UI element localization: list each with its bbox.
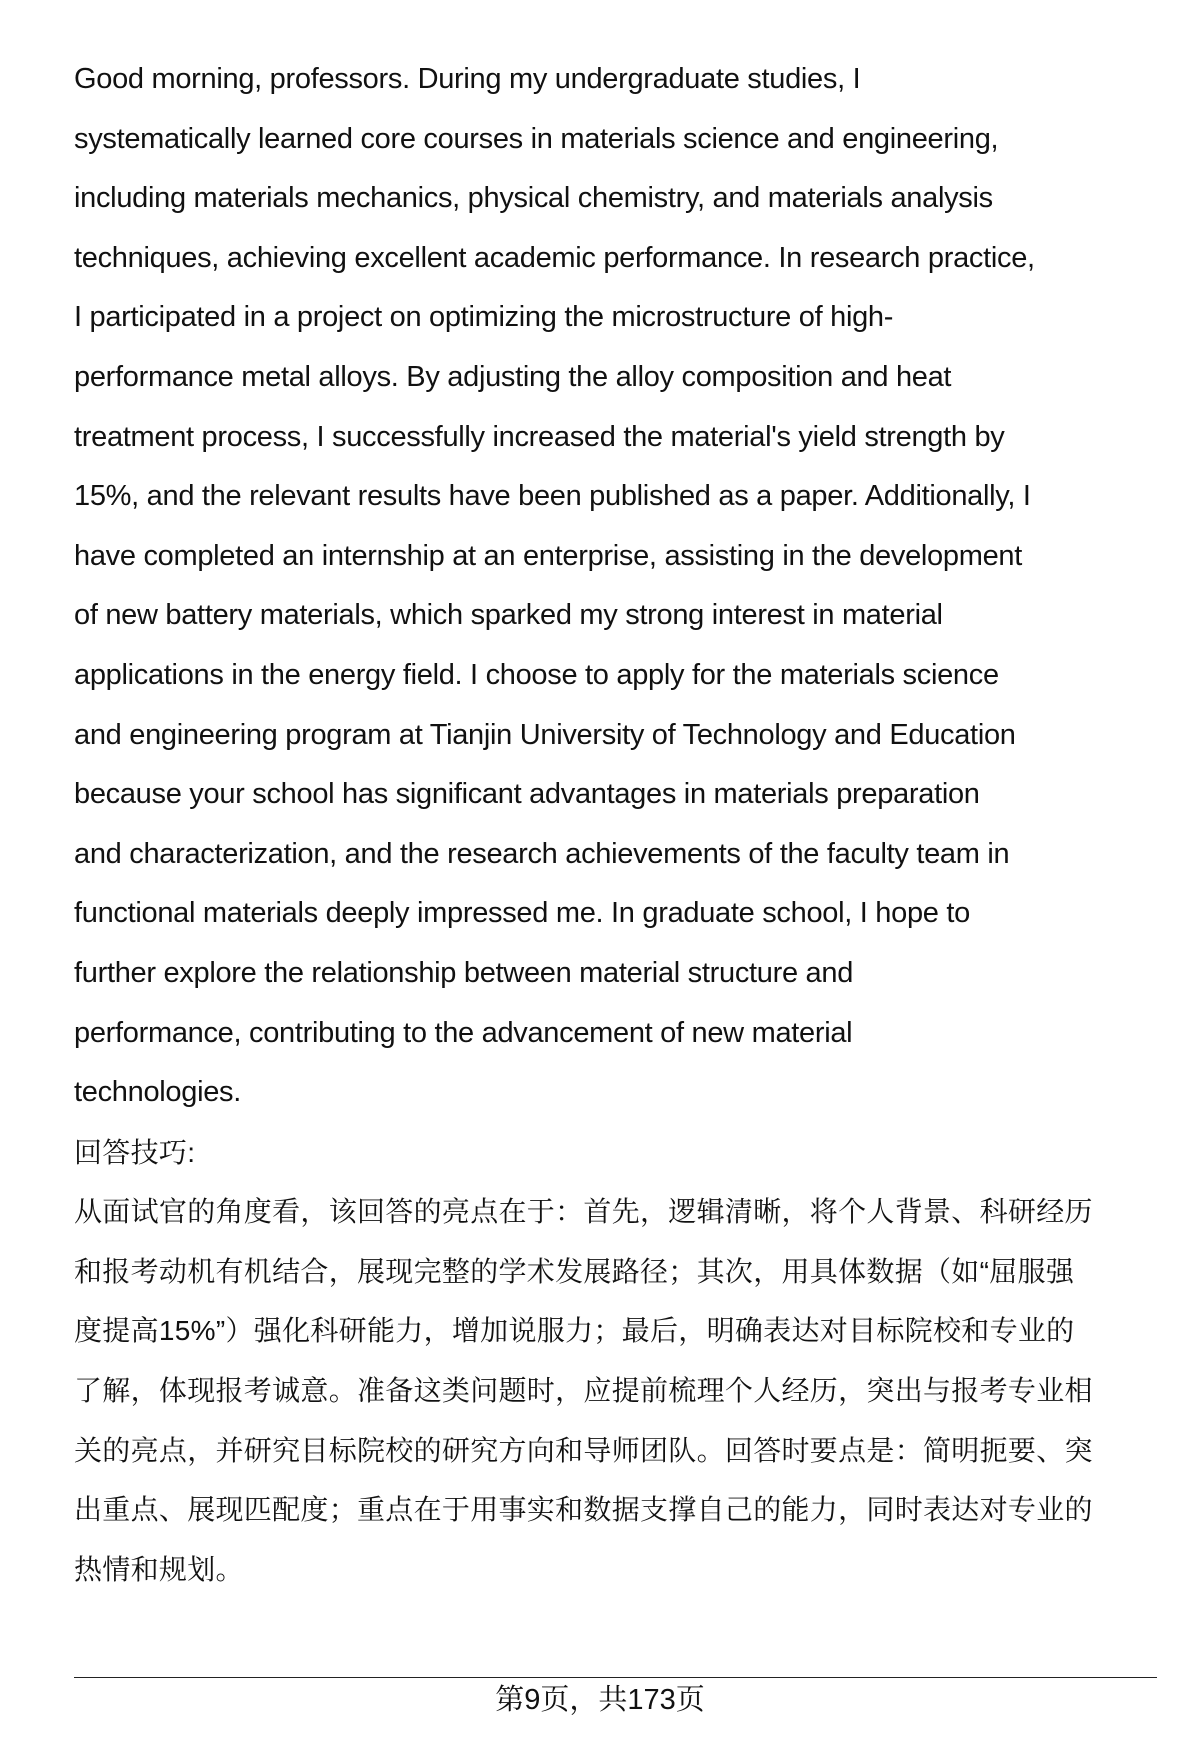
answer-line: have completed an internship at an enterprise, assisting in the development <box>74 539 1022 572</box>
answer-line: functional materials deeply impressed me. In graduate school, I hope to <box>74 897 970 930</box>
footer-divider <box>74 1677 1157 1678</box>
answer-line: treatment process, I successfully increased the material's yield strength by <box>74 420 1005 453</box>
answer-line: technologies. <box>74 1076 241 1109</box>
tips-line: 和报考动机有机结合，展现完整的学术发展路径；其次，用具体数据（如“屈服强 <box>74 1255 1075 1287</box>
answer-line: systematically learned core courses in materials science and engineering, <box>74 122 999 155</box>
answer-line: performance metal alloys. By adjusting the alloy composition and heat <box>74 360 952 393</box>
answer-line: Good morning, professors. During my undergraduate studies, I <box>74 63 861 95</box>
answer-line: 15%, and the relevant results have been published as a paper. Additionally, I <box>74 480 1031 513</box>
tips-paragraph <box>74 1182 1164 1599</box>
answer-line: I participated in a project on optimizing the microstructure of high- <box>74 301 894 334</box>
tips-line: 关的亮点，并研究目标院校的研究方向和导师团队。回答时要点是：简明扼要、突 <box>74 1434 1093 1466</box>
tips-line: 度提高15%”）强化科研能力，增加说服力；最后，明确表达对目标院校和专业的 <box>74 1315 1075 1347</box>
answer-line: and characterization, and the research achievements of the faculty team in <box>74 837 1010 870</box>
tips-line: 热情和规划。 <box>74 1553 244 1585</box>
answer-line: because your school has significant advantages in materials preparation <box>74 778 980 811</box>
answer-paragraph <box>74 50 1164 1123</box>
answer-line: performance, contributing to the advancement of new material <box>74 1016 853 1049</box>
tips-line: 从面试官的角度看，该回答的亮点在于：首先，逻辑清晰，将个人背景、科研经历 <box>74 1196 1093 1228</box>
tips-heading: 回答技巧: <box>74 1136 196 1168</box>
tips-line: 出重点、展现匹配度；重点在于用事实和数据支撑自己的能力，同时表达对专业的 <box>74 1494 1093 1526</box>
page-number: 第9页，共173页 <box>495 1684 705 1716</box>
answer-line: techniques, achieving excellent academic performance. In research practice, <box>74 241 1035 274</box>
answer-line: applications in the energy field. I choose to apply for the materials science <box>74 658 999 691</box>
answer-line: including materials mechanics, physical chemistry, and materials analysis <box>74 182 993 215</box>
answer-line: further explore the relationship between material structure and <box>74 956 854 989</box>
tips-line: 了解，体现报考诚意。准备这类问题时，应提前梳理个人经历，突出与报考专业相 <box>74 1375 1093 1407</box>
page-content <box>74 50 1164 1599</box>
answer-line: of new battery materials, which sparked my strong interest in material <box>74 599 943 632</box>
answer-line: and engineering program at Tianjin University of Technology and Education <box>74 718 1016 751</box>
